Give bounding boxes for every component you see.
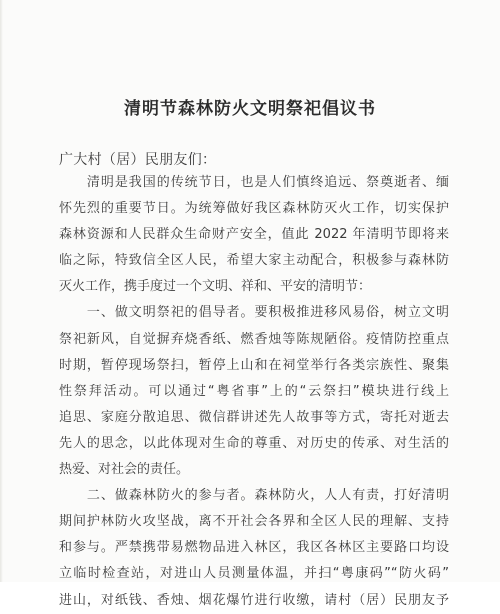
body-line: 森林资源和人民群众生命财产安全，值此 2022 年清明节即将来: [59, 227, 449, 243]
document-body: [59, 170, 449, 614]
body-line: 一、做文明祭祀的倡导者。要积极推进移风易俗，树立文明: [59, 305, 449, 321]
body-line: 立临时检查站，对进山人员测量体温，并扫“粤康码”“防火码”: [59, 566, 449, 582]
body-line: 和参与。严禁携带易燃物品进入林区，我区各林区主要路口均设: [59, 540, 449, 556]
body-line: 祭祀新风，自觉摒弃烧香纸、燃香烛等陈规陋俗。疫情防控重点: [59, 331, 449, 347]
body-line: 追思、家庭分散追思、微信群讲述先人故事等方式，寄托对逝去: [59, 409, 449, 425]
body-line: 时期，暂停现场祭扫，暂停上山和在祠堂举行各类宗族性、聚集: [59, 357, 449, 373]
body-line: 怀先烈的重要节日。为统筹做好我区森林防灭火工作，切实保护: [59, 201, 449, 217]
body-line: 先人的思念，以此体现对生命的尊重、对历史的传承、对生活的: [59, 435, 449, 451]
body-line: 热爱、对社会的责任。: [59, 462, 190, 478]
body-line: 清明是我国的传统节日，也是人们慎终追远、祭奠逝者、缅: [59, 175, 449, 190]
body-line: 期间护林防火攻坚战，离不开社会各界和全区人民的理解、支持: [59, 514, 449, 530]
body-line: 临之际，特致信全区人民，希望大家主动配合，积极参与森林防: [59, 253, 449, 269]
scan-edge-shadow: [0, 0, 3, 582]
body-line: 灭火工作，携手度过一个文明、祥和、平安的清明节：: [59, 279, 372, 295]
body-line: 性祭拜活动。可以通过“粤省事”上的“云祭扫”模块进行线上: [59, 383, 449, 399]
body-line: 二、做森林防火的参与者。森林防火，人人有责，打好清明: [59, 488, 449, 504]
document-title: 清明节森林防火文明祭祀倡议书: [124, 99, 376, 119]
body-line: 进山，对纸钱、香烛、烟花爆竹进行收缴，请村（居）民朋友予: [59, 592, 449, 608]
salutation: 广大村（居）民朋友们：: [59, 152, 217, 168]
